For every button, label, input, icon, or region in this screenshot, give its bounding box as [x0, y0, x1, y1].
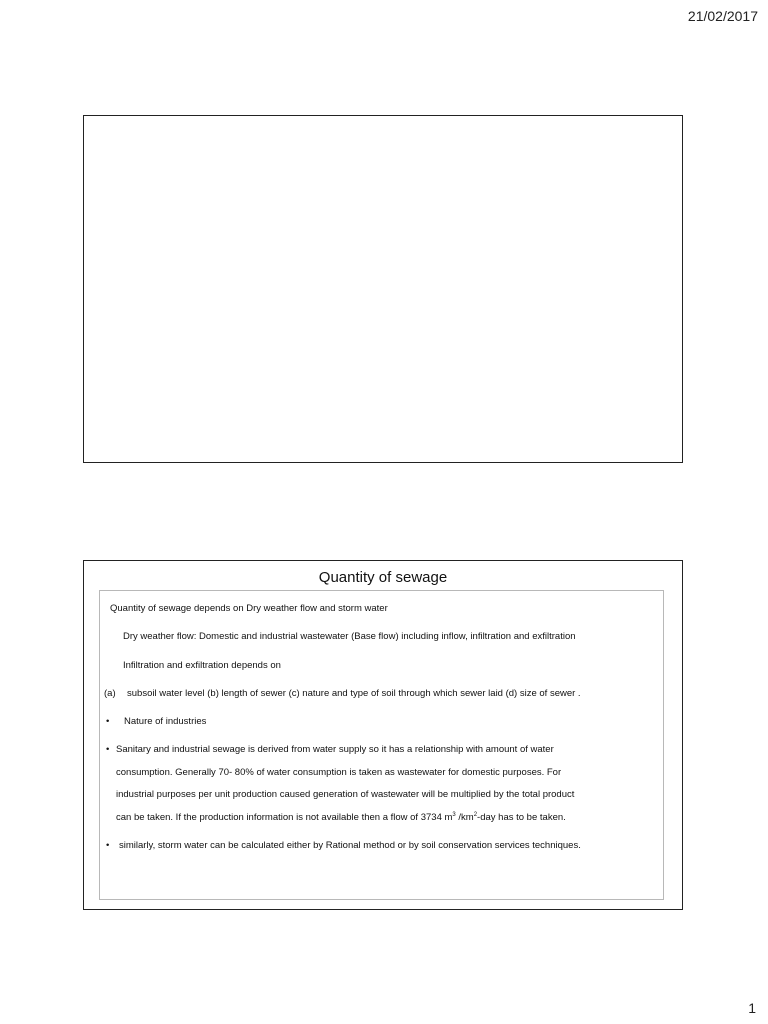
text-line-consumption: consumption. Generally 70- 80% of water consumption is taken as wastewater for domestic purposes. For	[116, 767, 562, 778]
production-flow-text: can be taken. If the production information is not available then a flow of	[116, 812, 421, 823]
flow-superscript-3: 3	[452, 811, 456, 818]
page-number: 1	[748, 1000, 756, 1016]
page-date: 21/02/2017	[687, 8, 758, 24]
flow-unit: /km	[455, 812, 474, 823]
list-marker-a: (a)	[104, 688, 116, 699]
flow-unit-tail: -day has to be taken.	[477, 812, 566, 823]
bullet-icon: •	[106, 744, 110, 755]
text-line-dry-weather-flow: Dry weather flow: Domestic and industrial wastewater (Base flow) including inflow, infiltration and exfiltration	[123, 631, 576, 642]
blank-slide	[83, 115, 683, 463]
text-line-industrial-purposes: industrial purposes per unit production caused generation of wastewater will be multiplied by the total product	[116, 789, 575, 800]
text-line-production-flow	[116, 812, 566, 824]
text-line-infiltration-factors: subsoil water level (b) length of sewer (c) nature and type of soil through which sewer laid (d) size of sewer .	[127, 688, 581, 699]
bullet-icon: •	[106, 716, 110, 727]
flow-value: 3734 m	[420, 812, 453, 823]
text-line-infiltration: Infiltration and exfiltration depends on	[123, 660, 281, 671]
text-line-storm-water: similarly, storm water can be calculated either by Rational method or by soil conservation services techniques.	[119, 840, 581, 851]
text-line-sanitary-sewage: Sanitary and industrial sewage is derived from water supply so it has a relationship with amount of water	[116, 744, 554, 755]
slide-content-box	[99, 590, 664, 900]
text-line-sewage-dependency: Quantity of sewage depends on Dry weather flow and storm water	[110, 603, 388, 614]
text-line-nature-of-industries: Nature of industries	[124, 716, 207, 727]
slide-title: Quantity of sewage	[318, 569, 448, 586]
flow-superscript-2: 2	[473, 811, 478, 818]
bullet-icon: •	[106, 840, 110, 851]
sewage-slide	[83, 560, 683, 910]
